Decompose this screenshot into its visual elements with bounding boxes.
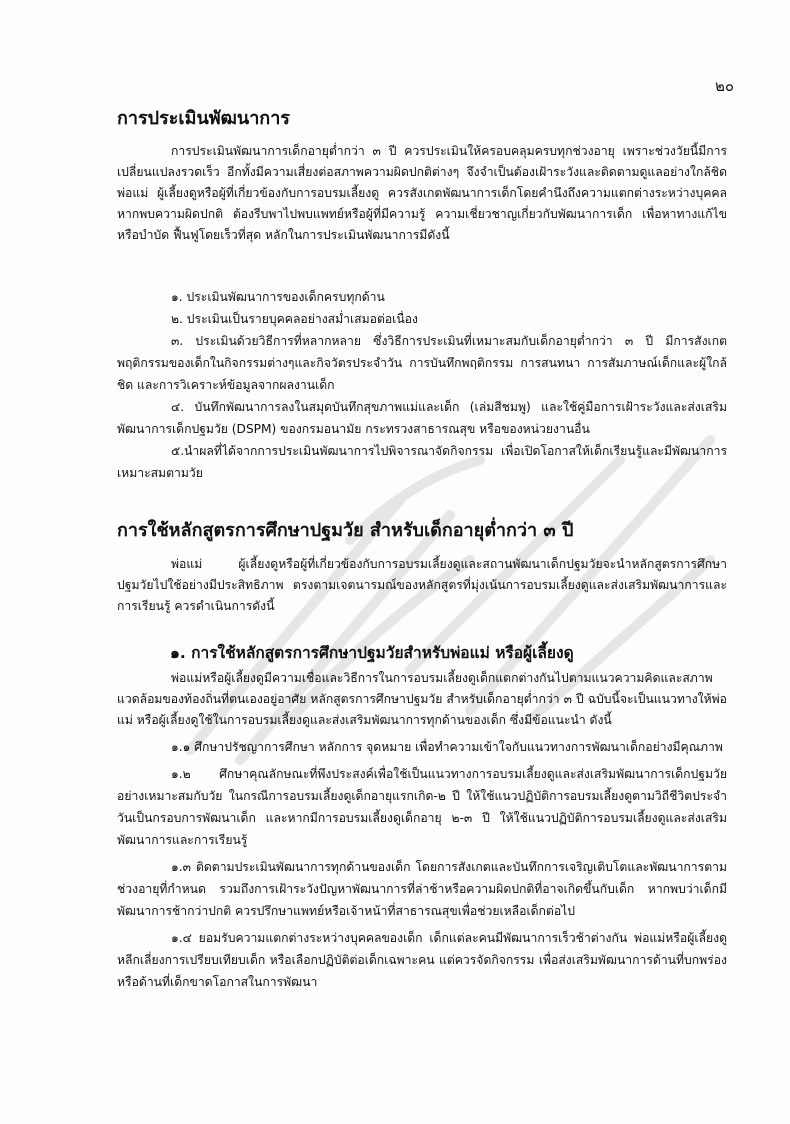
- curriculum-intro: พ่อแม่ ผู้เลี้ยงดูหรือผู้ที่เกี่ยวข้องกับการอบรมเลี้ยงดูและสถานพัฒนาเด็กปฐมวัยจะนำหลักสูตรการศึกษาปฐมวัยไปใช้อย่างมีประสิทธิภาพ ตรงตามเจตนารมณ์ของหลักสูตรที่มุ่งเน้นการอบรมเลี้ยงดูและส่งเสริมพัฒนาการและการเรียนรู้ ควรดำเนินการดังนี้: [117, 557, 727, 613]
- list-item: ๑. ประเมินพัฒนาการของเด็กครบทุกด้าน: [171, 290, 385, 304]
- list-item: ๑.๓ ติดตามประเมินพัฒนาการทุกด้านของเด็ก โดยการสังเกตและบันทึกการเจริญเติบโตและพัฒนาการตามช่วงอายุที่กำหนด รวมถึงการเฝ้าระวังปัญหาพัฒนาการที่ล่าช้าหรือความผิดปกติที่อาจเกิดขึ้นกับเด็ก หากพบว่าเด็กมีพัฒนาการช้ากว่าปกติ ควรปรึกษาแพทย์หรือเจ้าหน้าที่สาธารณสุขเพื่อช่วยเหลือเด็กต่อไป: [117, 860, 727, 918]
- subsection-title-parents: ๑. การใช้หลักสูตรการศึกษาปฐมวัยสำหรับพ่อแม่ หรือผู้เลี้ยงดู: [170, 644, 574, 662]
- list-item: ๕.นำผลที่ได้จากการประเมินพัฒนาการไปพิจารณาจัดกิจกรรม เพื่อเปิดโอกาสให้เด็กเรียนรู้และมีพัฒนาการเหมาะสมตามวัย: [117, 444, 727, 480]
- parents-intro: พ่อแม่หรือผู้เลี้ยงดูมีความเชื่อและวิธีการในการอบรมเลี้ยงดูเด็กแตกต่างกันไปตามแนวความคิดและสภาพแวดล้อมของท้องถิ่นที่ตนเองอยู่อาศัย หลักสูตรการศึกษาปฐมวัย สำหรับเด็กอายุต่ำกว่า ๓ ปี ฉบับนี้จะเป็นแนวทางให้พ่อแม่ หรือผู้เลี้ยงดูใช้ในการอบรมเลี้ยงดูและส่งเสริมพัฒนาการทุกด้านของเด็ก ซึ่งมีข้อแนะนำ ดังนี้: [117, 671, 727, 727]
- parents-list: [117, 736, 727, 998]
- section-title-assessment: การประเมินพัฒนาการ: [117, 108, 290, 129]
- assessment-list: [117, 286, 727, 484]
- list-item: ๔. บันทึกพัฒนาการลงในสมุดบันทึกสุขภาพแม่และเด็ก (เล่มสีชมพู) และใช้คู่มือการเฝ้าระวังและส่งเสริมพัฒนาการเด็กปฐมวัย (DSPM) ของกรมอนามัย กระทรวงสาธารณสุข หรือของหน่วยงานอื่น: [117, 400, 727, 436]
- list-item: ๓. ประเมินด้วยวิธีการที่หลากหลาย ซึ่งวิธีการประเมินที่เหมาะสมกับเด็กอายุต่ำกว่า ๓ ปี มีการสังเกตพฤติกรรมของเด็กในกิจกรรมต่างๆและกิจวัตรประจำวัน การบันทึกพฤติกรรม การสนทนา การสัมภาษณ์เด็กและผู้ใกล้ชิด และการวิเคราะห์ข้อมูลจากผลงานเด็ก: [117, 334, 727, 392]
- list-item: ๑.๑ ศึกษาปรัชญาการศึกษา หลักการ จุดหมาย เพื่อทำความเข้าใจกับแนวทางการพัฒนาเด็กอย่างมีคุณภาพ: [171, 740, 723, 754]
- page-number: ๒๐: [714, 77, 734, 95]
- list-item: ๑.๒ ศึกษาคุณลักษณะที่พึงประสงค์เพื่อใช้เป็นแนวทางการอบรมเลี้ยงดูและส่งเสริมพัฒนาการเด็กปฐมวัยอย่างเหมาะสมกับวัย ในกรณีการอบรมเลี้ยงดูเด็กอายุแรกเกิด-๒ ปี ให้ใช้แนวปฏิบัติการอบรมเลี้ยงดูตามวิถีชีวิตประจำวันเป็นกรอบการพัฒนาเด็ก และหากมีการอบรมเลี้ยงดูเด็กอายุ ๒-๓ ปี ให้ใช้แนวปฏิบัติการอบรมเลี้ยงดูและส่งเสริมพัฒนาการและการเรียนรู้: [117, 767, 727, 847]
- list-item: ๑.๔ ยอมรับความแตกต่างระหว่างบุคคลของเด็ก เด็กแต่ละคนมีพัฒนาการเร็วช้าต่างกัน พ่อแม่หรือผู้เลี้ยงดูหลีกเลี่ยงการเปรียบเทียบเด็ก หรือเลือกปฏิบัติต่อเด็กเฉพาะคน แต่ควรจัดกิจกรรม เพื่อส่งเสริมพัฒนาการด้านที่บกพร่องหรือด้านที่เด็กขาดโอกาสในการพัฒนา: [117, 931, 727, 989]
- list-item: ๒. ประเมินเป็นรายบุคคลอย่างสม่ำเสมอต่อเนื่อง: [171, 312, 418, 326]
- assessment-intro: การประเมินพัฒนาการเด็กอายุต่ำกว่า ๓ ปี ควรประเมินให้ครอบคลุมครบทุกช่วงอายุ เพราะช่วงวัยนี้มีการเปลี่ยนแปลงรวดเร็ว อีกทั้งมีความเสี่ยงต่อสภาพความผิดปกติต่างๆ จึงจำเป็นต้องเฝ้าระวังและติดตามดูแลอย่างใกล้ชิด พ่อแม่ ผู้เลี้ยงดูหรือผู้ที่เกี่ยวข้องกับการอบรมเลี้ยงดู ควรสังเกตพัฒนาการเด็กโดยคำนึงถึงความแตกต่างระหว่างบุคคล หากพบความผิดปกติ ต้องรีบพาไปพบแพทย์หรือผู้ที่มีความรู้ ความเชี่ยวชาญเกี่ยวกับพัฒนาการเด็ก เพื่อหาทางแก้ไขหรือบำบัด ฟื้นฟูโดยเร็วที่สุด หลักในการประเมินพัฒนาการมีดังนี้: [117, 144, 727, 242]
- section-title-curriculum: การใช้หลักสูตรการศึกษาปฐมวัย สำหรับเด็กอายุต่ำกว่า ๓ ปี: [117, 520, 574, 541]
